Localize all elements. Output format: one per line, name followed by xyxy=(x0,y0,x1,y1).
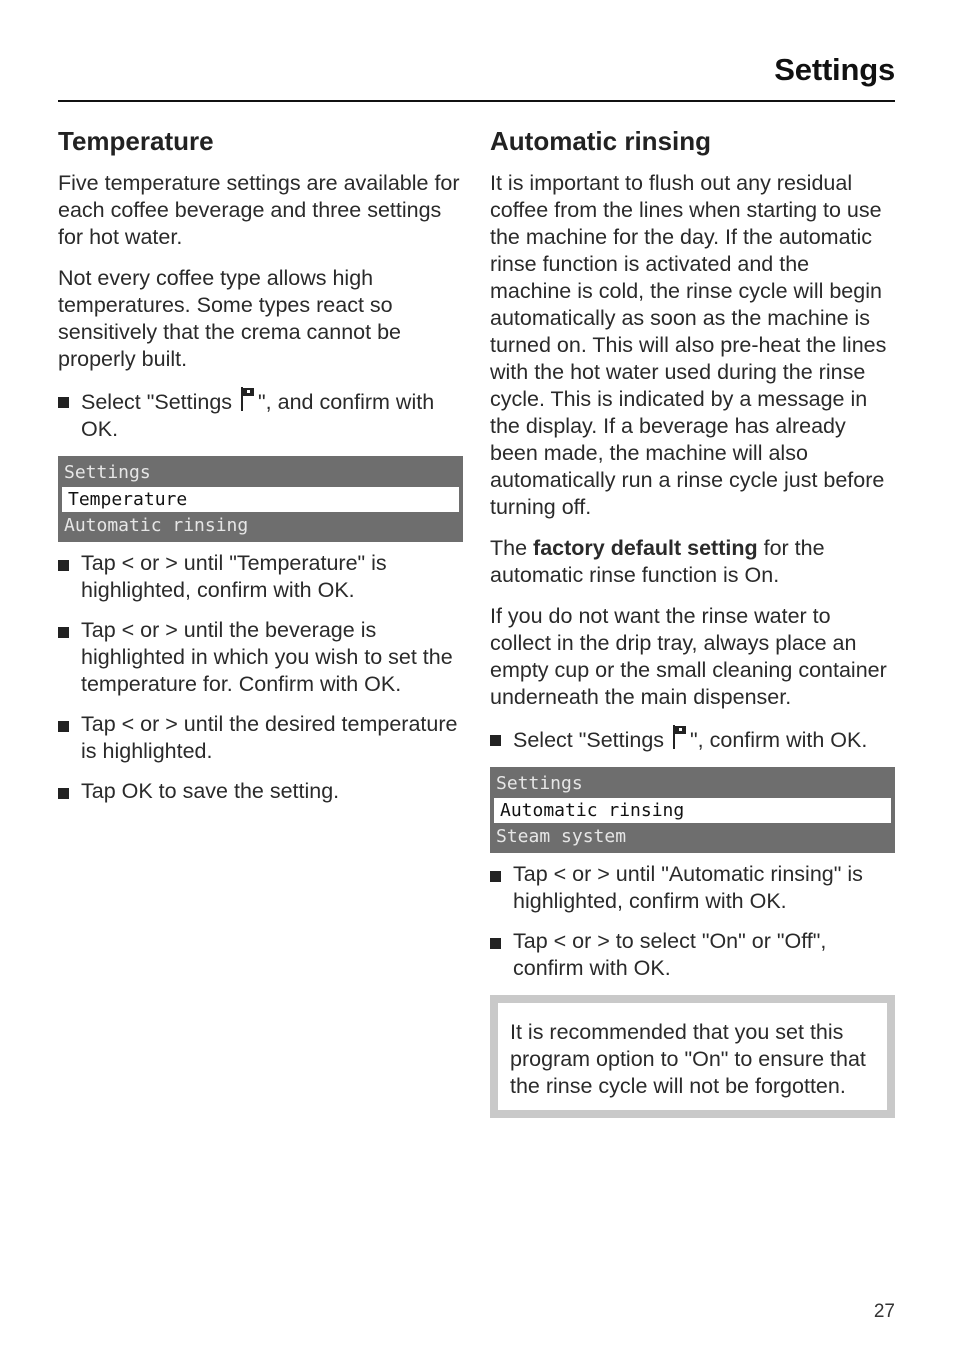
temperature-note-paragraph: Not every coffee type allows high temperatures. Some types react so sensitively that the crema cannot be properly built. xyxy=(58,266,401,371)
recommendation-note-text: It is recommended that you set this program option to "On" to ensure that the rinse cycle will not be forgotten. xyxy=(510,1020,866,1098)
display-title: Settings xyxy=(496,773,583,794)
list-item: Tap < or > until "Temperature" is highlighted, confirm with OK. xyxy=(58,550,463,604)
select-settings-text-end: ", confirm with OK. xyxy=(690,728,868,752)
rinsing-default-paragraph: The factory default setting for the automatic rinse function is On. xyxy=(490,536,825,587)
display-selected-item: Automatic rinsing xyxy=(494,798,891,823)
list-item: Tap < or > to select "On" or "Off", confirm with OK. xyxy=(490,928,895,982)
temperature-section xyxy=(58,124,463,818)
select-settings-text-start: Select "Settings xyxy=(81,390,239,414)
display-screen-temperature xyxy=(58,456,463,542)
square-bullet-icon xyxy=(58,560,69,571)
rinsing-intro-paragraph: It is important to flush out any residual coffee from the lines when starting to use the machine for the day. If the automatic rinse function is activated and the machine is cold, the rinse cycle will begin automatically as soon as the machine is turned on. This will also pre-heat the lines with the hot water used during the rinse cycle. This is indicated by a message in the display. If a beverage has already been made, the machine will also automatically run a rinse cycle just before turning off. xyxy=(490,171,887,519)
recommendation-note-box xyxy=(490,995,895,1118)
display-next-item: Automatic rinsing xyxy=(64,515,249,536)
temperature-intro-paragraph: Five temperature settings are available for each coffee beverage and three settings for hot water. xyxy=(58,171,460,249)
page-header xyxy=(58,50,895,102)
settings-flag-icon xyxy=(239,387,257,411)
square-bullet-icon xyxy=(58,627,69,638)
display-selected-item: Temperature xyxy=(62,487,459,512)
rinsing-steps-list xyxy=(490,861,895,982)
page-title: Settings xyxy=(774,52,895,87)
list-item xyxy=(58,387,463,443)
display-next-item: Steam system xyxy=(496,826,627,847)
list-item: Tap < or > until the beverage is highlighted in which you wish to set the temperature for. Confirm with OK. xyxy=(58,617,463,698)
square-bullet-icon xyxy=(58,721,69,732)
select-settings-text-end: ", and confirm with OK. xyxy=(81,390,435,441)
factory-default-bold: factory default setting xyxy=(533,536,758,560)
square-bullet-icon xyxy=(490,871,501,882)
select-settings-text-start: Select "Settings xyxy=(513,728,671,752)
automatic-rinsing-heading: Automatic rinsing xyxy=(490,126,712,156)
temperature-steps-list xyxy=(58,550,463,805)
settings-flag-icon xyxy=(671,725,689,749)
automatic-rinsing-section xyxy=(490,124,895,1118)
square-bullet-icon xyxy=(490,735,501,746)
square-bullet-icon xyxy=(490,938,501,949)
list-item: Tap < or > until "Automatic rinsing" is highlighted, confirm with OK. xyxy=(490,861,895,915)
square-bullet-icon xyxy=(58,397,69,408)
temperature-select-list xyxy=(58,387,463,443)
display-screen-rinsing xyxy=(490,767,895,853)
list-item: Tap OK to save the setting. xyxy=(58,778,463,805)
display-title: Settings xyxy=(64,462,151,483)
page-number: 27 xyxy=(873,1301,895,1322)
temperature-heading: Temperature xyxy=(58,126,214,156)
rinsing-drip-tray-paragraph: If you do not want the rinse water to collect in the drip tray, always place an empty cup or the small cleaning container underneath the main dispenser. xyxy=(490,604,887,709)
list-item xyxy=(490,725,895,754)
square-bullet-icon xyxy=(58,788,69,799)
list-item: Tap < or > until the desired temperature is highlighted. xyxy=(58,711,463,765)
rinsing-select-list xyxy=(490,725,895,754)
